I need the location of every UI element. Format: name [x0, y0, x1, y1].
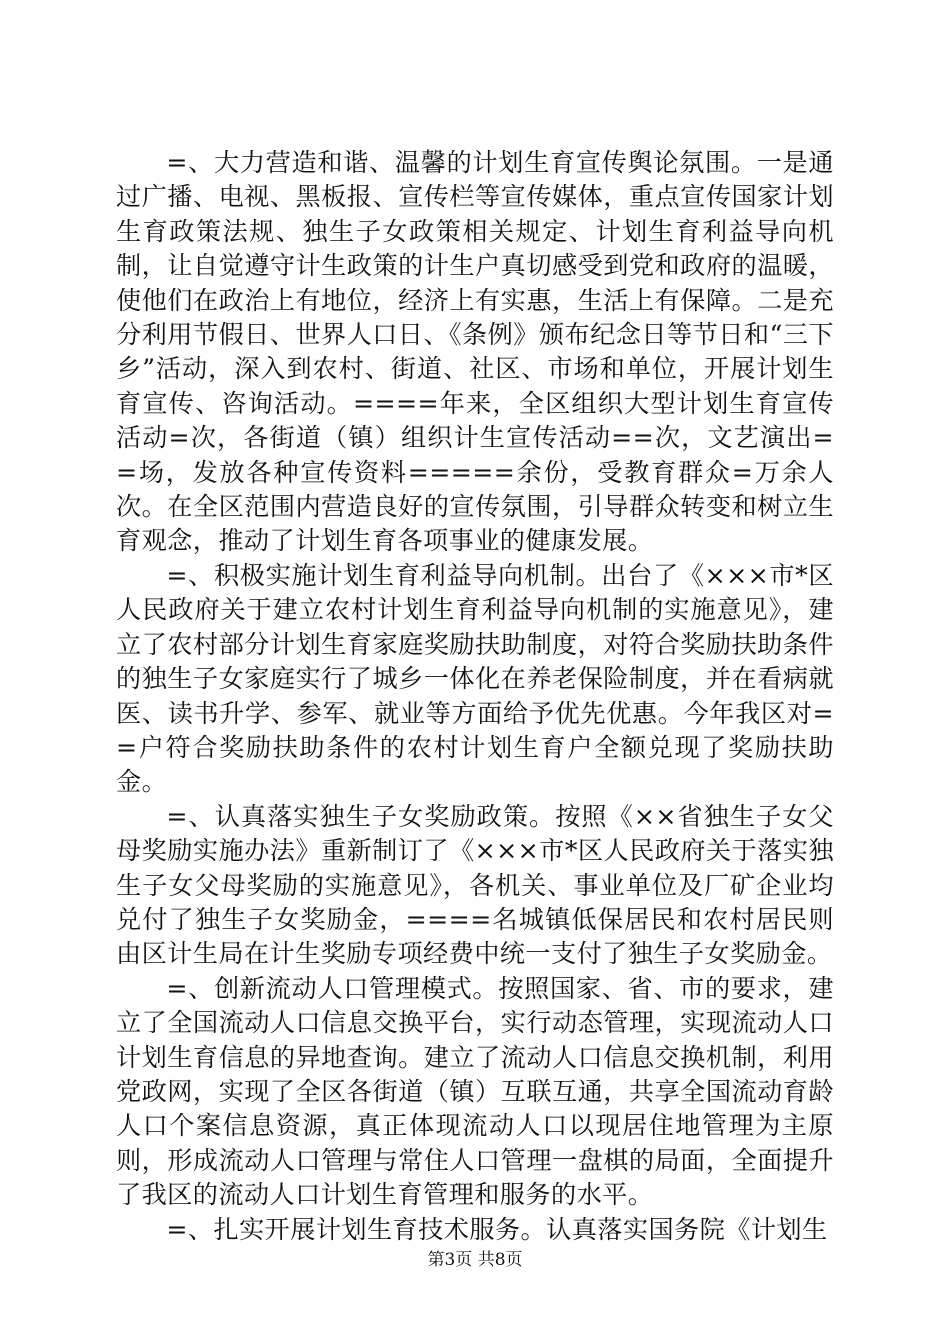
- paragraph-publicity: =、大力营造和谐、温馨的计划生育宣传舆论氛围。一是通过广播、电视、黑板报、宣传栏等宣传媒体，重点宣传国家计划生育政策法规、独生子女政策相关规定、计划生育利益导向机制，让自觉遵守计生政策的计生户真切感受到党和政府的温暖，使他们在政治上有地位，经济上有实惠，生活上有保障。二是充分利用节假日、世界人口日、《条例》颁布纪念日等节日和“三下乡”活动，深入到农村、街道、社区、市场和单位，开展计划生育宣传、咨询活动。====年来，全区组织大型计划生育宣传活动=次，各街道（镇）组织计生宣传活动==次，文艺演出==场，发放各种宣传资料=====余份，受教育群众=万余人次。在全区范围内营造良好的宣传氛围，引导群众转变和树立生育观念，推动了计划生育各项事业的健康发展。: [116, 148, 834, 556]
- paragraph-incentive-mechanism: =、积极实施计划生育利益导向机制。出台了《×××市*区人民政府关于建立农村计划生育利益导向机制的实施意见》，建立了农村部分计划生育家庭奖励扶助制度，对符合奖励扶助条件的独生子女家庭实行了城乡一体化在养老保险制度，并在看病就医、读书升学、参军、就业等方面给予优先优惠。今年我区对==户符合奖励扶助条件的农村计划生育户全额兑现了奖励扶助金。: [116, 560, 834, 797]
- paragraph-floating-population: =、创新流动人口管理模式。按照国家、省、市的要求，建立了全国流动人口信息交换平台，实行动态管理，实现流动人口计划生育信息的异地查询。建立了流动人口信息交换机制，利用党政网，实现了全区各街道（镇）互联互通，共享全国流动育龄人口个案信息资源，真正体现流动人口以现居住地管理为主原则，形成流动人口管理与常住人口管理一盘棋的局面，全面提升了我区的流动人口计划生育管理和服务的水平。: [116, 973, 834, 1210]
- document-body: [116, 146, 834, 1247]
- page-number: 第3页 共8页: [427, 1250, 523, 1270]
- page-footer: [0, 1245, 950, 1270]
- paragraph-technical-service: =、扎实开展计划生育技术服务。认真落实国务院《计划生: [166, 1214, 828, 1244]
- paragraph-only-child-reward: =、认真落实独生子女奖励政策。按照《××省独生子女父母奖励实施办法》重新制订了《×××市*区人民政府关于落实独生子女父母奖励的实施意见》，各机关、事业单位及厂矿企业均兑付了独生子女奖励金，====名城镇低保居民和农村居民则由区计生局在计生奖励专项经费中统一支付了独生子女奖励金。: [116, 801, 834, 969]
